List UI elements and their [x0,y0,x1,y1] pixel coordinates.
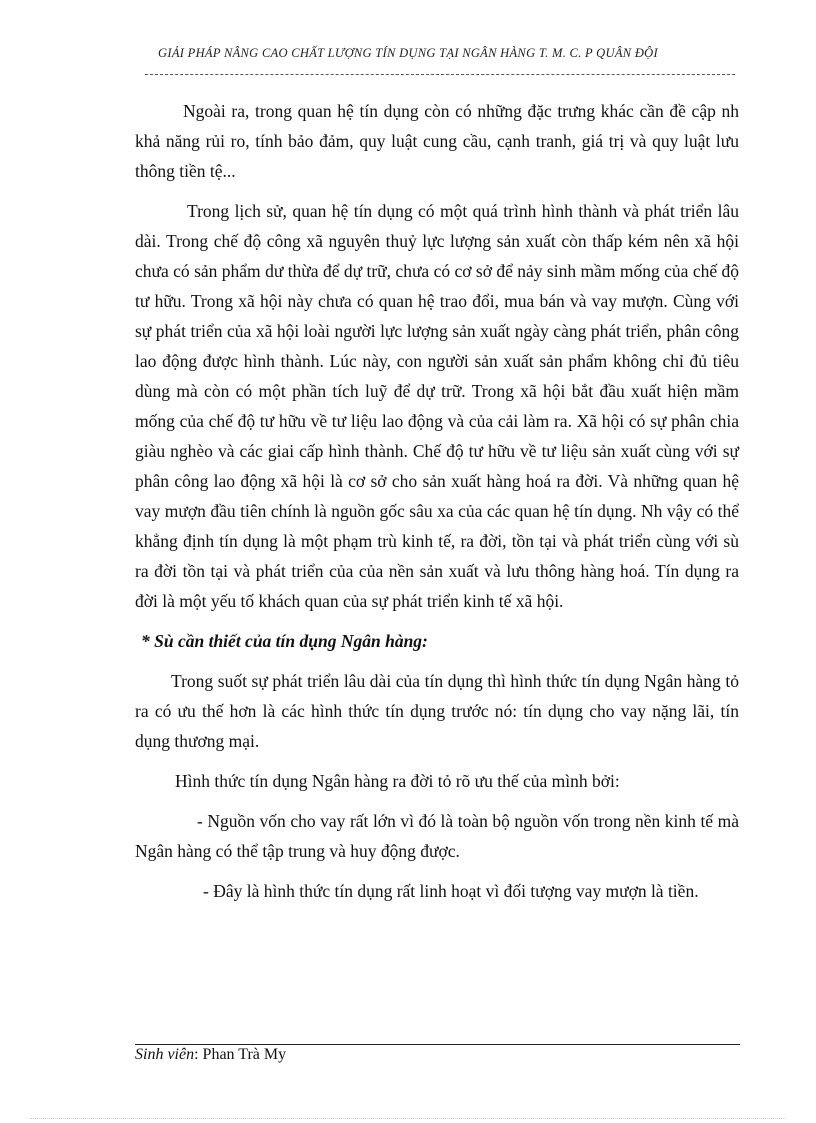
bullet-item-2: - Đây là hình thức tín dụng rất linh hoạt vì đối tượng vay mượn là tiền. [203,881,699,901]
header-divider [145,74,735,75]
footer-separator: : [194,1046,203,1063]
paragraph-3: Trong suốt sự phát triển lâu dài của tín dụng thì hình thức tín dụng Ngân hàng tỏ ra có ưu thế hơn là các hình thức tín dụng trước nó: tín dụng cho vay nặng lãi, tín dụng thương mại. [135,671,739,751]
section-heading: * Sù cần thiết của tín dụng Ngân hàng: [141,631,428,651]
paragraph-1: Ngoài ra, trong quan hệ tín dụng còn có những đặc trưng khác cần đề cập nh khả năng rủi ro, tính bảo đảm, quy luật cung cầu, cạnh tranh, giá trị và quy luật lưu thông tiền tệ... [135,101,739,181]
paragraph-4: Hình thức tín dụng Ngân hàng ra đời tỏ rõ ưu thế của mình bởi: [175,771,620,791]
running-header: GIẢI PHÁP NÂNG CAO CHẤT LƯỢNG TÍN DỤNG TẠI NGÂN HÀNG T. M. C. P QUÂN ĐỘI [158,46,658,60]
footer-divider [135,1044,740,1045]
bullet-item-1: - Nguồn vốn cho vay rất lớn vì đó là toàn bộ nguồn vốn trong nền kinh tế mà Ngân hàng có thể tập trung và huy động được. [135,811,739,861]
footer-label: Sinh viên [135,1046,195,1063]
page-edge [30,1118,786,1119]
paragraph-2: Trong lịch sử, quan hệ tín dụng có một quá trình hình thành và phát triển lâu dài. Trong chế độ công xã nguyên thuỷ lực lượng sản xuất còn thấp kém nên xã hội chưa có sản phẩm dư thừa để dự trữ, chưa có cơ sở để nảy sinh mầm mống của chế độ tư hữu. Trong xã hội này chưa có quan hệ trao đổi, mua bán và vay mượn. Cùng với sự phát triển của xã hội loài người lực lượng sản xuất ngày càng phát triển, phân công lao động được hình thành. Lúc này, con người sản xuất sản phẩm không chỉ đủ tiêu dùng mà còn có một phần tích luỹ để dự trữ. Trong xã hội bắt đầu xuất hiện mầm mống của chế độ tư hữu về tư liệu lao động và của cải làm ra. Xã hội có sự phân chia giàu nghèo và các giai cấp hình thành. Chế độ tư hữu về tư liệu sản xuất cùng với sự phân công lao động xã hội là cơ sở cho sản xuất hàng hoá ra đời. Và những quan hệ vay mượn đầu tiên chính là nguồn gốc sâu xa của các quan hệ tín dụng. Nh vậy có thể khẳng định tín dụng là một phạm trù kinh tế, ra đời, tồn tại và phát triển cùng với sù ra đời tồn tại và phát triển của của nền sản xuất và lưu thông hàng hoá. Tín dụng ra đời là một yếu tố khách quan của sự phát triển kinh tế xã hội. [135,201,739,611]
footer [135,1046,286,1064]
document-body [135,96,739,916]
student-name: Phan Trà My [202,1046,287,1063]
